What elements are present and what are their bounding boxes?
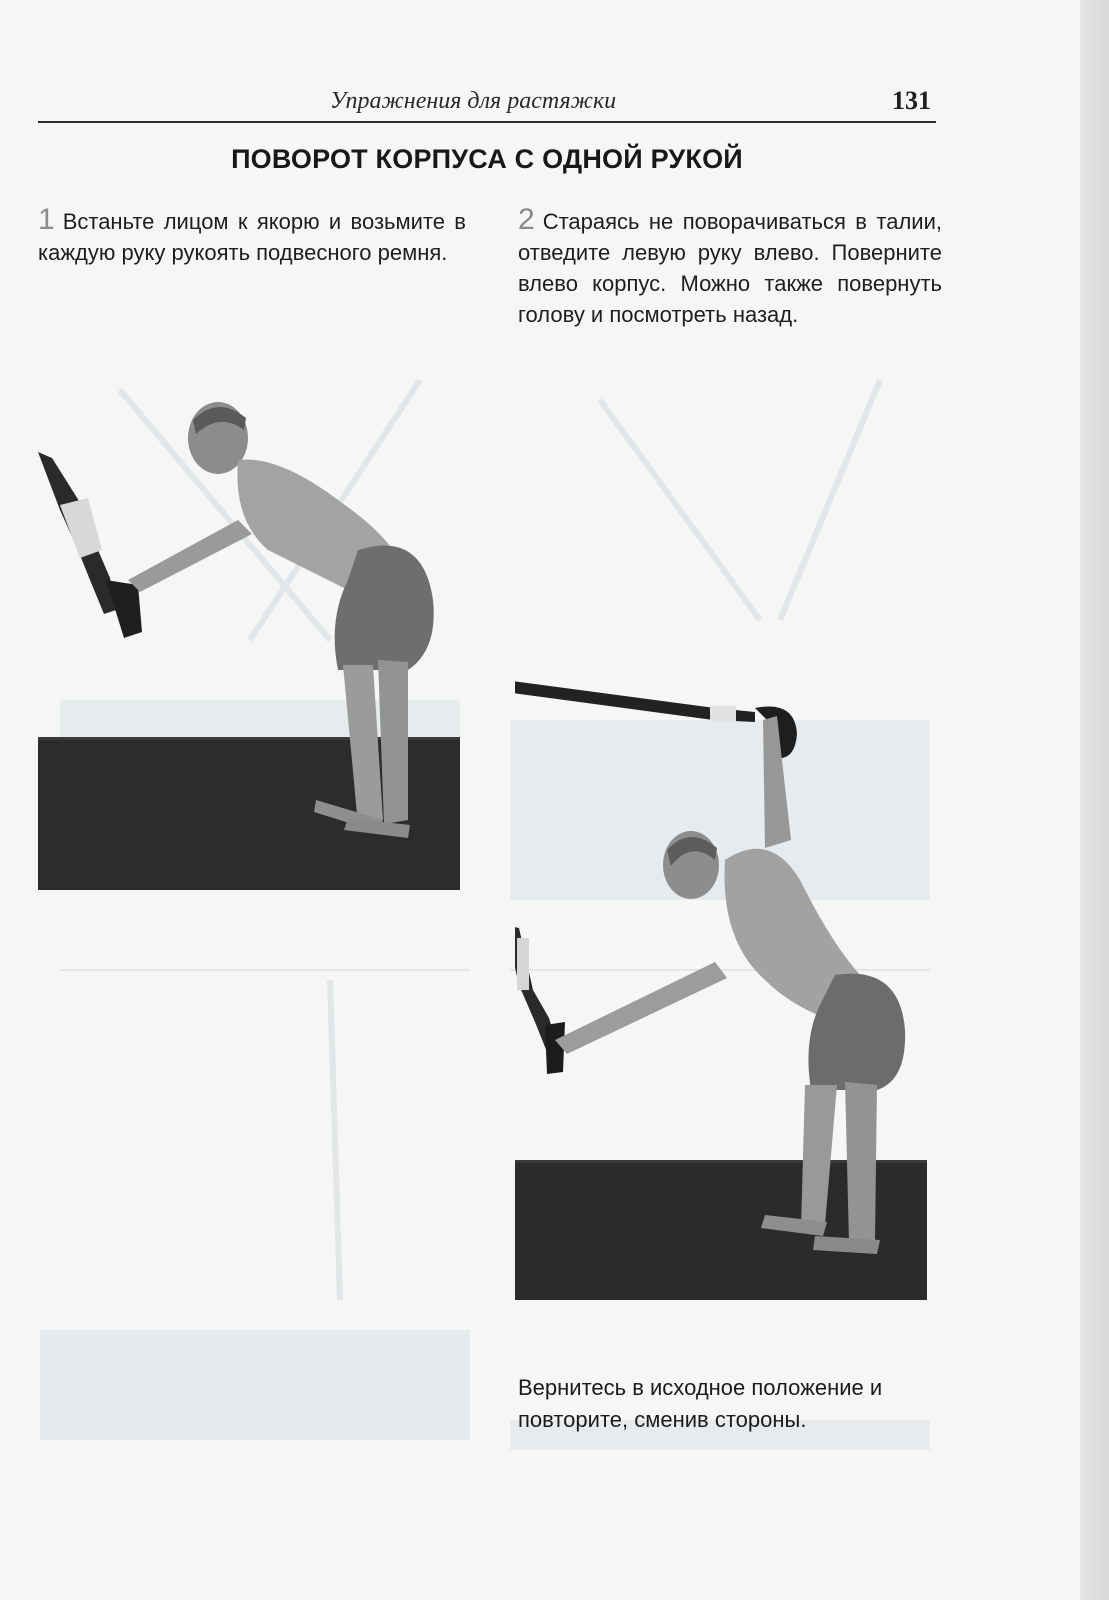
- page-number: 131: [892, 86, 931, 115]
- extended-arm: [555, 962, 727, 1054]
- step-1: [38, 204, 466, 268]
- running-header-title: Упражнения для растяжки: [330, 88, 617, 114]
- step-2-number: 2: [518, 203, 535, 236]
- step-2-text: Стараясь не поворачиваться в талии, отведите левую руку влево. Поверните влево корпус. Можно также повернуть голову и посмотреть назад.: [518, 209, 942, 327]
- closing-instruction: Вернитесь в исходное положение и повторите, сменив стороны.: [518, 1375, 883, 1432]
- section-title: ПОВОРОТ КОРПУСА С ОДНОЙ РУКОЙ: [231, 144, 743, 174]
- arms: [128, 520, 252, 592]
- exercise-photo-step-2: [515, 680, 945, 1330]
- header-rule: [38, 121, 936, 123]
- step-1-number: 1: [38, 203, 55, 236]
- exercise-photo-step-1: [38, 400, 470, 910]
- step-2: [518, 204, 942, 330]
- step-1-text: Встаньте лицом к якорю и возьмите в каждую руку рукоять подвесного ремня.: [38, 209, 466, 265]
- page-edge: [1080, 0, 1109, 1600]
